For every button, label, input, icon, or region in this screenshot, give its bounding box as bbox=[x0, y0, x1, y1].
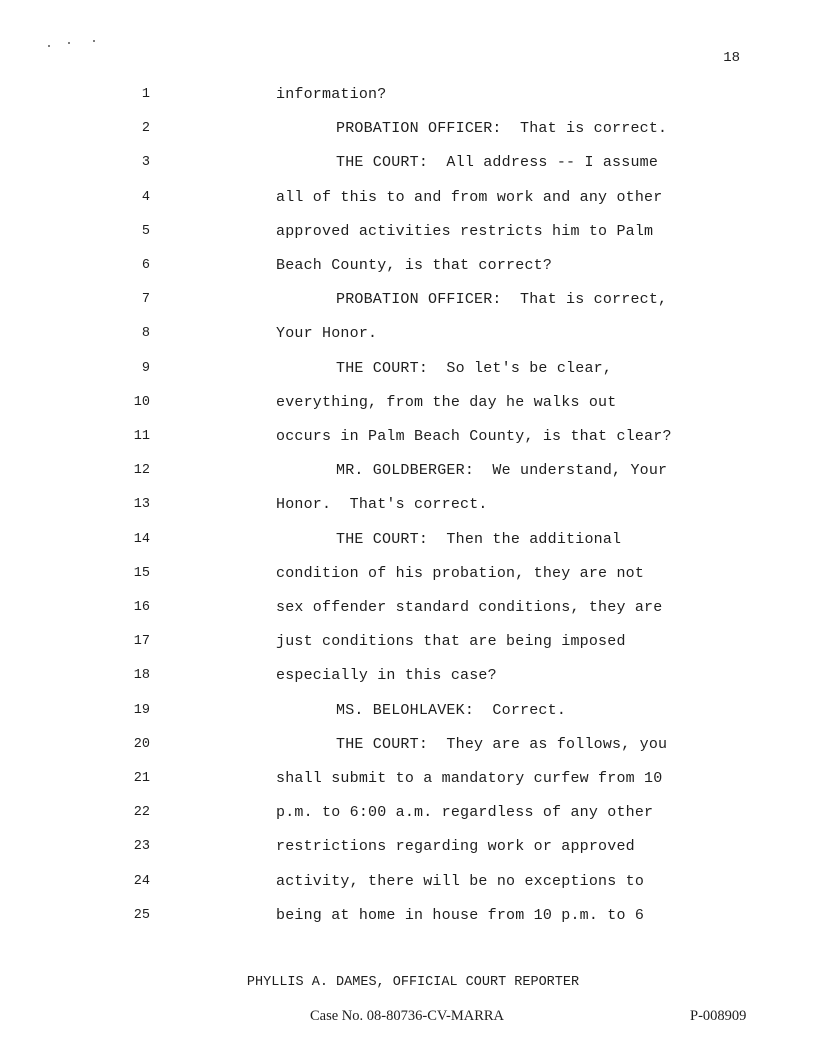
line-text: just conditions that are being imposed bbox=[276, 633, 626, 651]
transcript-line bbox=[0, 830, 816, 864]
transcript-line bbox=[0, 728, 816, 762]
line-number: 1 bbox=[141, 87, 150, 102]
line-number: 2 bbox=[141, 121, 150, 137]
transcript-line bbox=[0, 146, 816, 180]
line-text: information? bbox=[276, 86, 387, 103]
line-number: 14 bbox=[133, 531, 150, 547]
scan-speck bbox=[48, 45, 50, 47]
line-text: sex offender standard conditions, they are bbox=[276, 599, 663, 616]
transcript-line bbox=[0, 181, 816, 215]
line-text: being at home in house from 10 p.m. to 6 bbox=[276, 906, 645, 924]
line-text: THE COURT: Then the additional bbox=[336, 530, 622, 548]
line-number: 19 bbox=[133, 702, 150, 718]
line-text: restrictions regarding work or approved bbox=[276, 838, 635, 856]
line-text: THE COURT: They are as follows, you bbox=[336, 735, 668, 753]
line-number: 13 bbox=[133, 497, 150, 513]
line-text: Beach County, is that correct? bbox=[276, 257, 553, 274]
line-text: activity, there will be no exceptions to bbox=[276, 872, 645, 890]
line-text: PROBATION OFFICER: That is correct. bbox=[336, 120, 668, 138]
scan-speck bbox=[93, 40, 95, 42]
transcript-line bbox=[0, 386, 816, 420]
transcript-line bbox=[0, 317, 816, 351]
line-number: 3 bbox=[141, 155, 150, 171]
transcript-line bbox=[0, 625, 816, 659]
line-number: 21 bbox=[133, 771, 150, 786]
line-number: 8 bbox=[141, 326, 150, 342]
transcript-line bbox=[0, 488, 816, 522]
court-reporter-footer: PHYLLIS A. DAMES, OFFICIAL COURT REPORTER bbox=[246, 975, 580, 990]
transcript-body bbox=[0, 78, 816, 938]
line-text: Your Honor. bbox=[276, 325, 378, 343]
line-number: 15 bbox=[133, 565, 150, 581]
bates-number: P-008909 bbox=[690, 1008, 747, 1024]
transcript-line bbox=[0, 591, 816, 625]
line-number: 7 bbox=[141, 292, 150, 308]
line-number: 5 bbox=[141, 223, 150, 239]
transcript-line bbox=[0, 762, 816, 796]
line-text: MS. BELOHLAVEK: Correct. bbox=[336, 701, 567, 719]
page-number: 18 bbox=[723, 50, 740, 66]
line-text: approved activities restricts him to Palm bbox=[276, 222, 654, 240]
line-number: 16 bbox=[133, 600, 150, 615]
line-number: 22 bbox=[133, 805, 150, 821]
line-number: 10 bbox=[133, 394, 150, 410]
line-text: THE COURT: So let's be clear, bbox=[336, 359, 613, 377]
line-number: 17 bbox=[133, 634, 150, 650]
transcript-line bbox=[0, 899, 816, 933]
line-number: 4 bbox=[141, 189, 150, 205]
line-text: p.m. to 6:00 a.m. regardless of any other bbox=[276, 804, 654, 822]
transcript-line bbox=[0, 78, 816, 112]
transcript-line bbox=[0, 420, 816, 454]
line-text: shall submit to a mandatory curfew from 10 bbox=[276, 770, 663, 787]
line-number: 20 bbox=[133, 736, 150, 752]
line-number: 11 bbox=[133, 429, 150, 444]
line-text: THE COURT: All address -- I assume bbox=[336, 154, 659, 172]
case-number: Case No. 08-80736-CV-MARRA bbox=[310, 1008, 505, 1024]
line-number: 6 bbox=[141, 258, 150, 273]
scan-speck bbox=[68, 42, 70, 44]
transcript-line bbox=[0, 112, 816, 146]
line-number: 23 bbox=[133, 839, 150, 855]
transcript-line bbox=[0, 215, 816, 249]
transcript-line bbox=[0, 659, 816, 693]
line-text: Honor. That's correct. bbox=[276, 496, 488, 514]
line-text: PROBATION OFFICER: That is correct, bbox=[336, 291, 668, 309]
transcript-line bbox=[0, 865, 816, 899]
transcript-line bbox=[0, 249, 816, 283]
line-number: 9 bbox=[141, 360, 150, 376]
transcript-line bbox=[0, 352, 816, 386]
line-text: everything, from the day he walks out bbox=[276, 393, 617, 411]
line-text: occurs in Palm Beach County, is that clear? bbox=[276, 428, 672, 445]
line-number: 25 bbox=[133, 907, 150, 923]
line-text: MR. GOLDBERGER: We understand, Your bbox=[336, 462, 668, 480]
transcript-line bbox=[0, 523, 816, 557]
line-text: condition of his probation, they are not bbox=[276, 564, 645, 582]
transcript-line bbox=[0, 283, 816, 317]
transcript-line bbox=[0, 796, 816, 830]
transcript-line bbox=[0, 454, 816, 488]
transcript-line bbox=[0, 694, 816, 728]
line-number: 12 bbox=[133, 463, 150, 479]
line-number: 24 bbox=[133, 873, 150, 889]
transcript-line bbox=[0, 557, 816, 591]
line-number: 18 bbox=[133, 668, 150, 684]
line-text: all of this to and from work and any other bbox=[276, 188, 663, 206]
line-text: especially in this case? bbox=[276, 667, 497, 685]
